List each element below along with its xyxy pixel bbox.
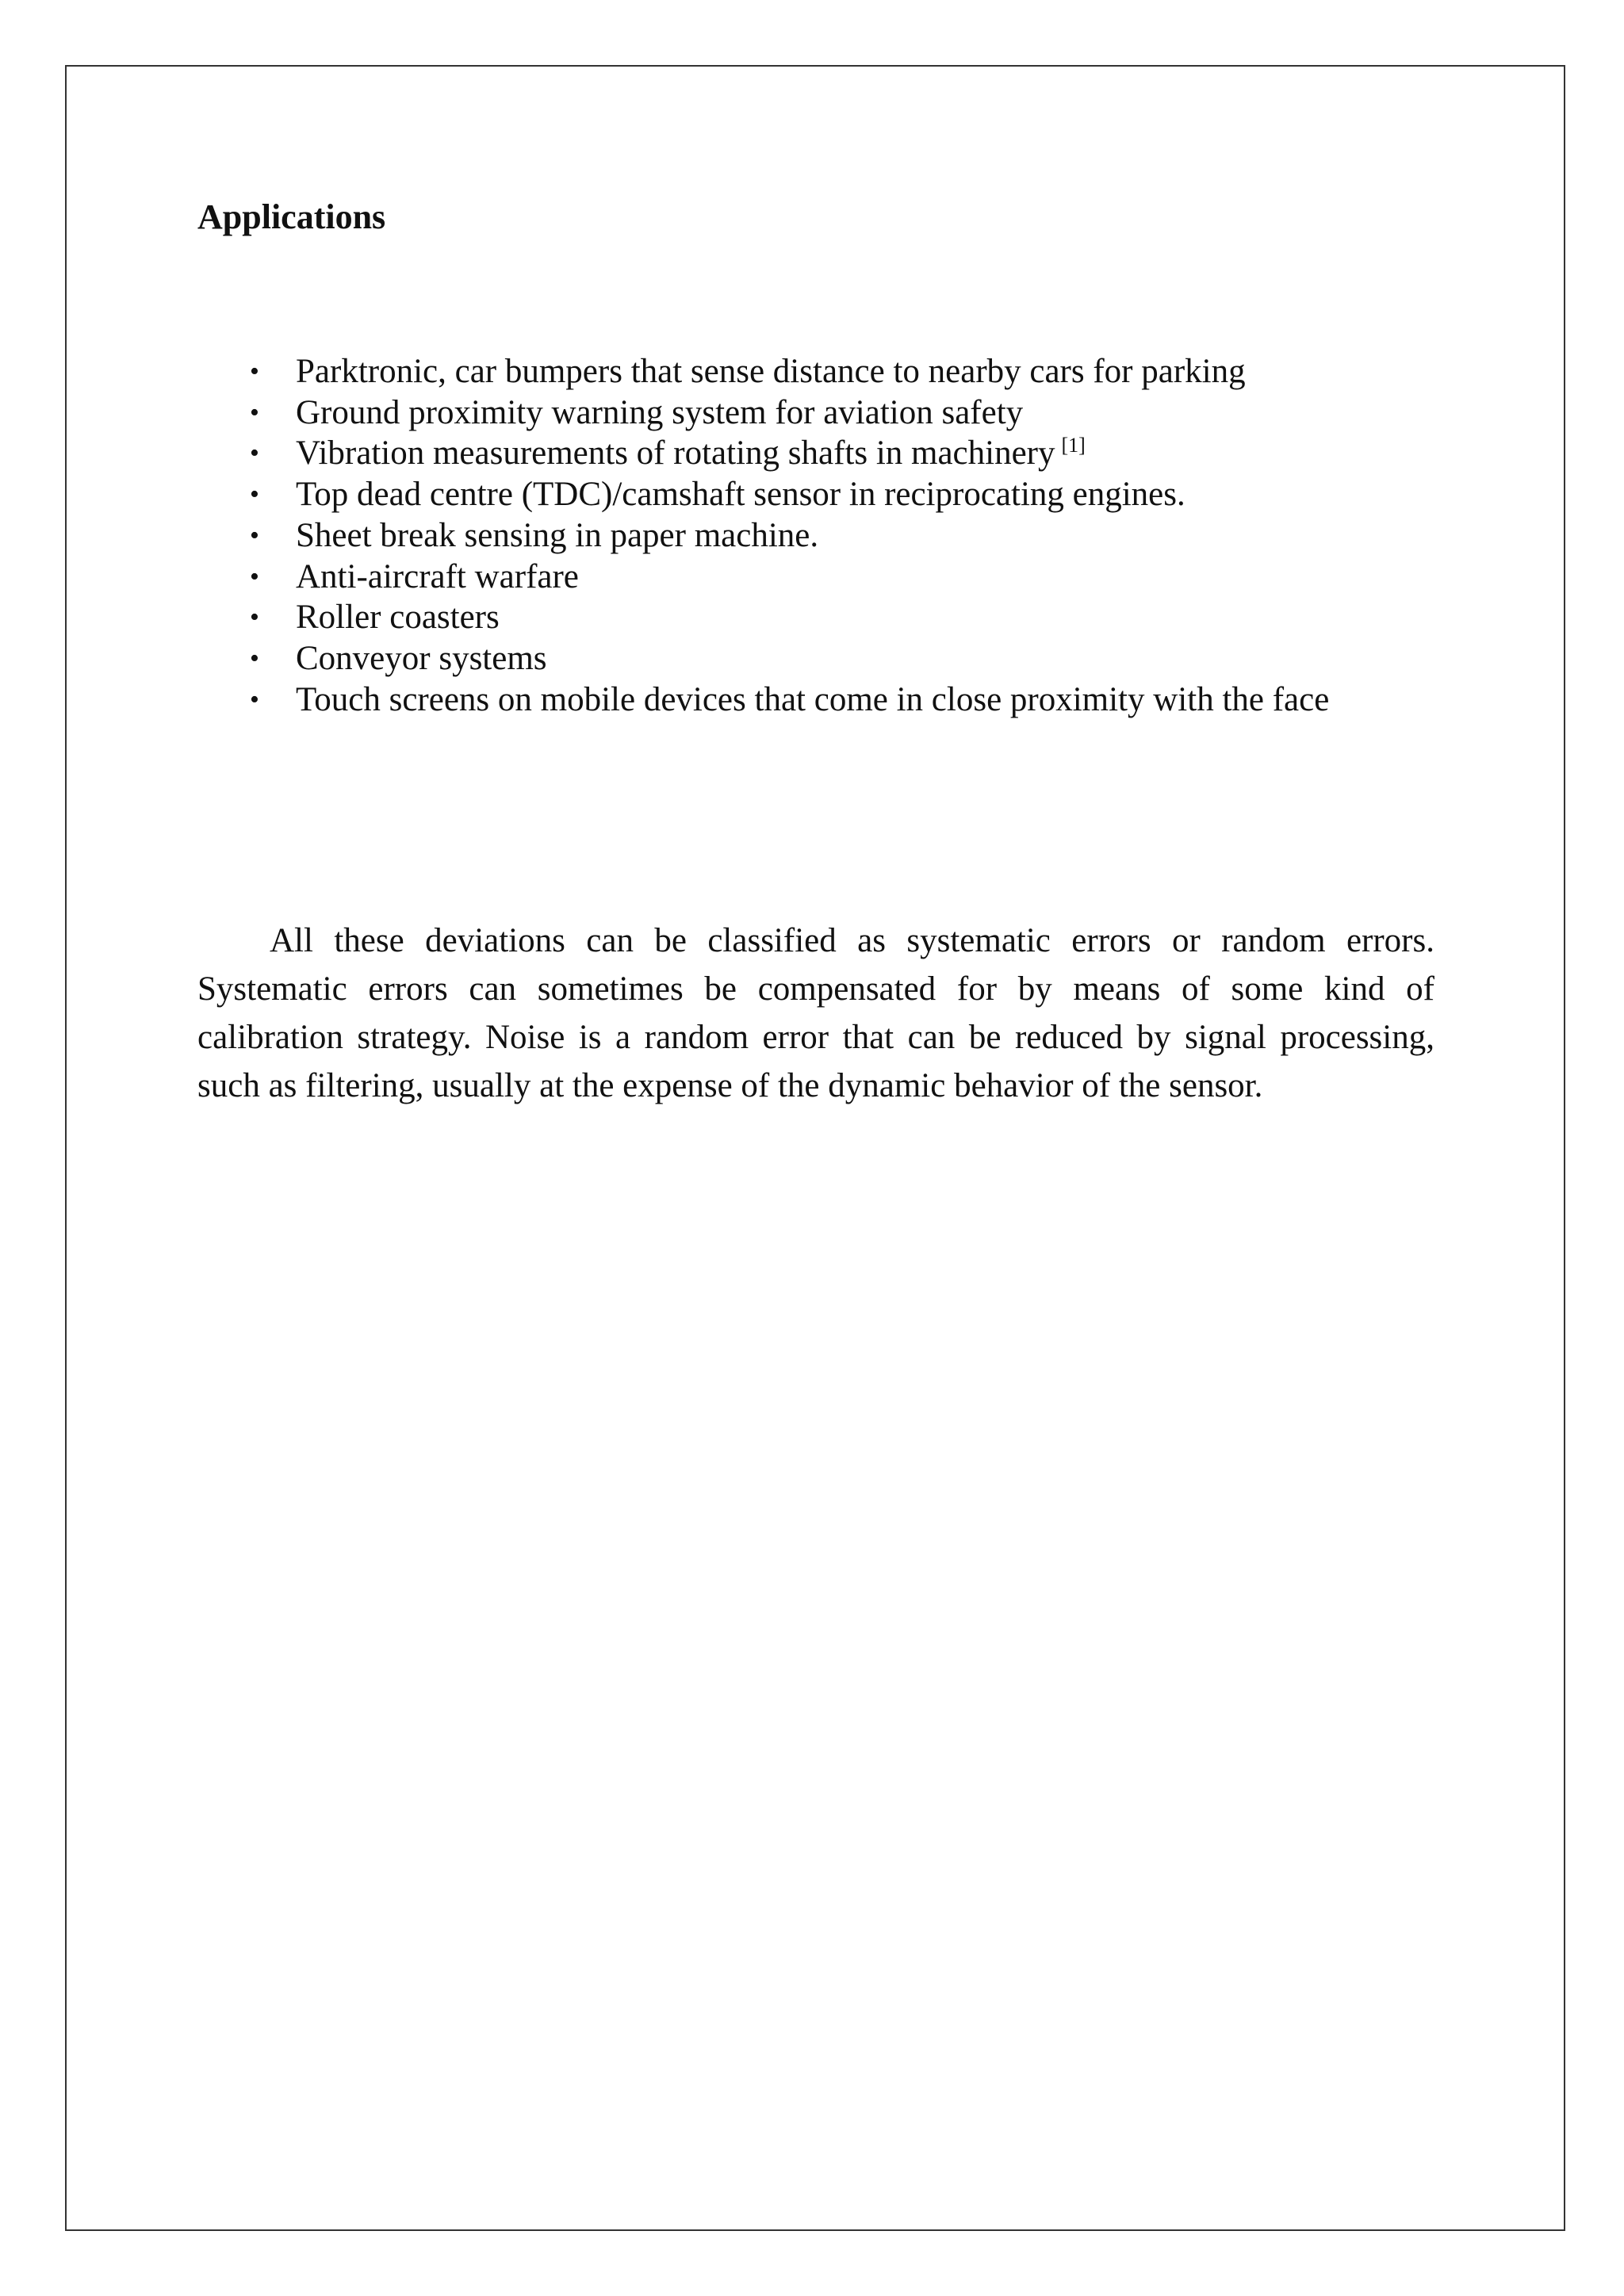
bullet-icon: • bbox=[250, 561, 259, 591]
list-item bbox=[197, 638, 1466, 679]
list-item-text: Sheet break sensing in paper machine. bbox=[296, 516, 819, 554]
list-item-text: Ground proximity warning system for aviation safety bbox=[296, 393, 1024, 431]
list-item-text: Touch screens on mobile devices that come in close proximity with the face bbox=[296, 680, 1330, 718]
list-item bbox=[197, 351, 1466, 392]
list-item bbox=[197, 597, 1466, 638]
list-item bbox=[197, 474, 1466, 515]
list-item bbox=[197, 515, 1466, 557]
reference-marker: [1] bbox=[1061, 434, 1086, 457]
bullet-icon: • bbox=[250, 520, 259, 550]
list-item-text: Top dead centre (TDC)/camshaft sensor in reciprocating engines. bbox=[296, 476, 1185, 514]
bullet-icon: • bbox=[250, 643, 259, 673]
bullet-icon: • bbox=[250, 357, 259, 386]
bullet-icon: • bbox=[250, 480, 259, 510]
list-item bbox=[197, 392, 1466, 434]
body-paragraph: All these deviations can be classified as systematic errors or random errors. Systematic errors can sometimes be compensated for by means of some kind of calibration strategy. Noise is a random error that can be reduced by signal processing, such as filtering, usually at the expense of the dynamic behavior of the sensor. bbox=[197, 922, 1434, 1104]
bullet-icon: • bbox=[250, 438, 259, 469]
section-heading: Applications bbox=[197, 197, 386, 236]
list-item bbox=[197, 557, 1466, 598]
list-item bbox=[197, 433, 1466, 474]
list-item-text: Conveyor systems bbox=[296, 639, 547, 677]
bullet-icon: • bbox=[250, 603, 259, 633]
list-item-text: Vibration measurements of rotating shafts in machinery bbox=[296, 434, 1055, 473]
list-item-text: Anti-aircraft warfare bbox=[296, 557, 579, 595]
list-item-text: Parktronic, car bumpers that sense distance to nearby cars for parking bbox=[296, 353, 1246, 390]
applications-list bbox=[197, 351, 1466, 720]
bullet-icon: • bbox=[250, 684, 259, 714]
list-item bbox=[197, 679, 1466, 721]
list-item-text: Roller coasters bbox=[296, 599, 500, 637]
bullet-icon: • bbox=[250, 397, 259, 427]
